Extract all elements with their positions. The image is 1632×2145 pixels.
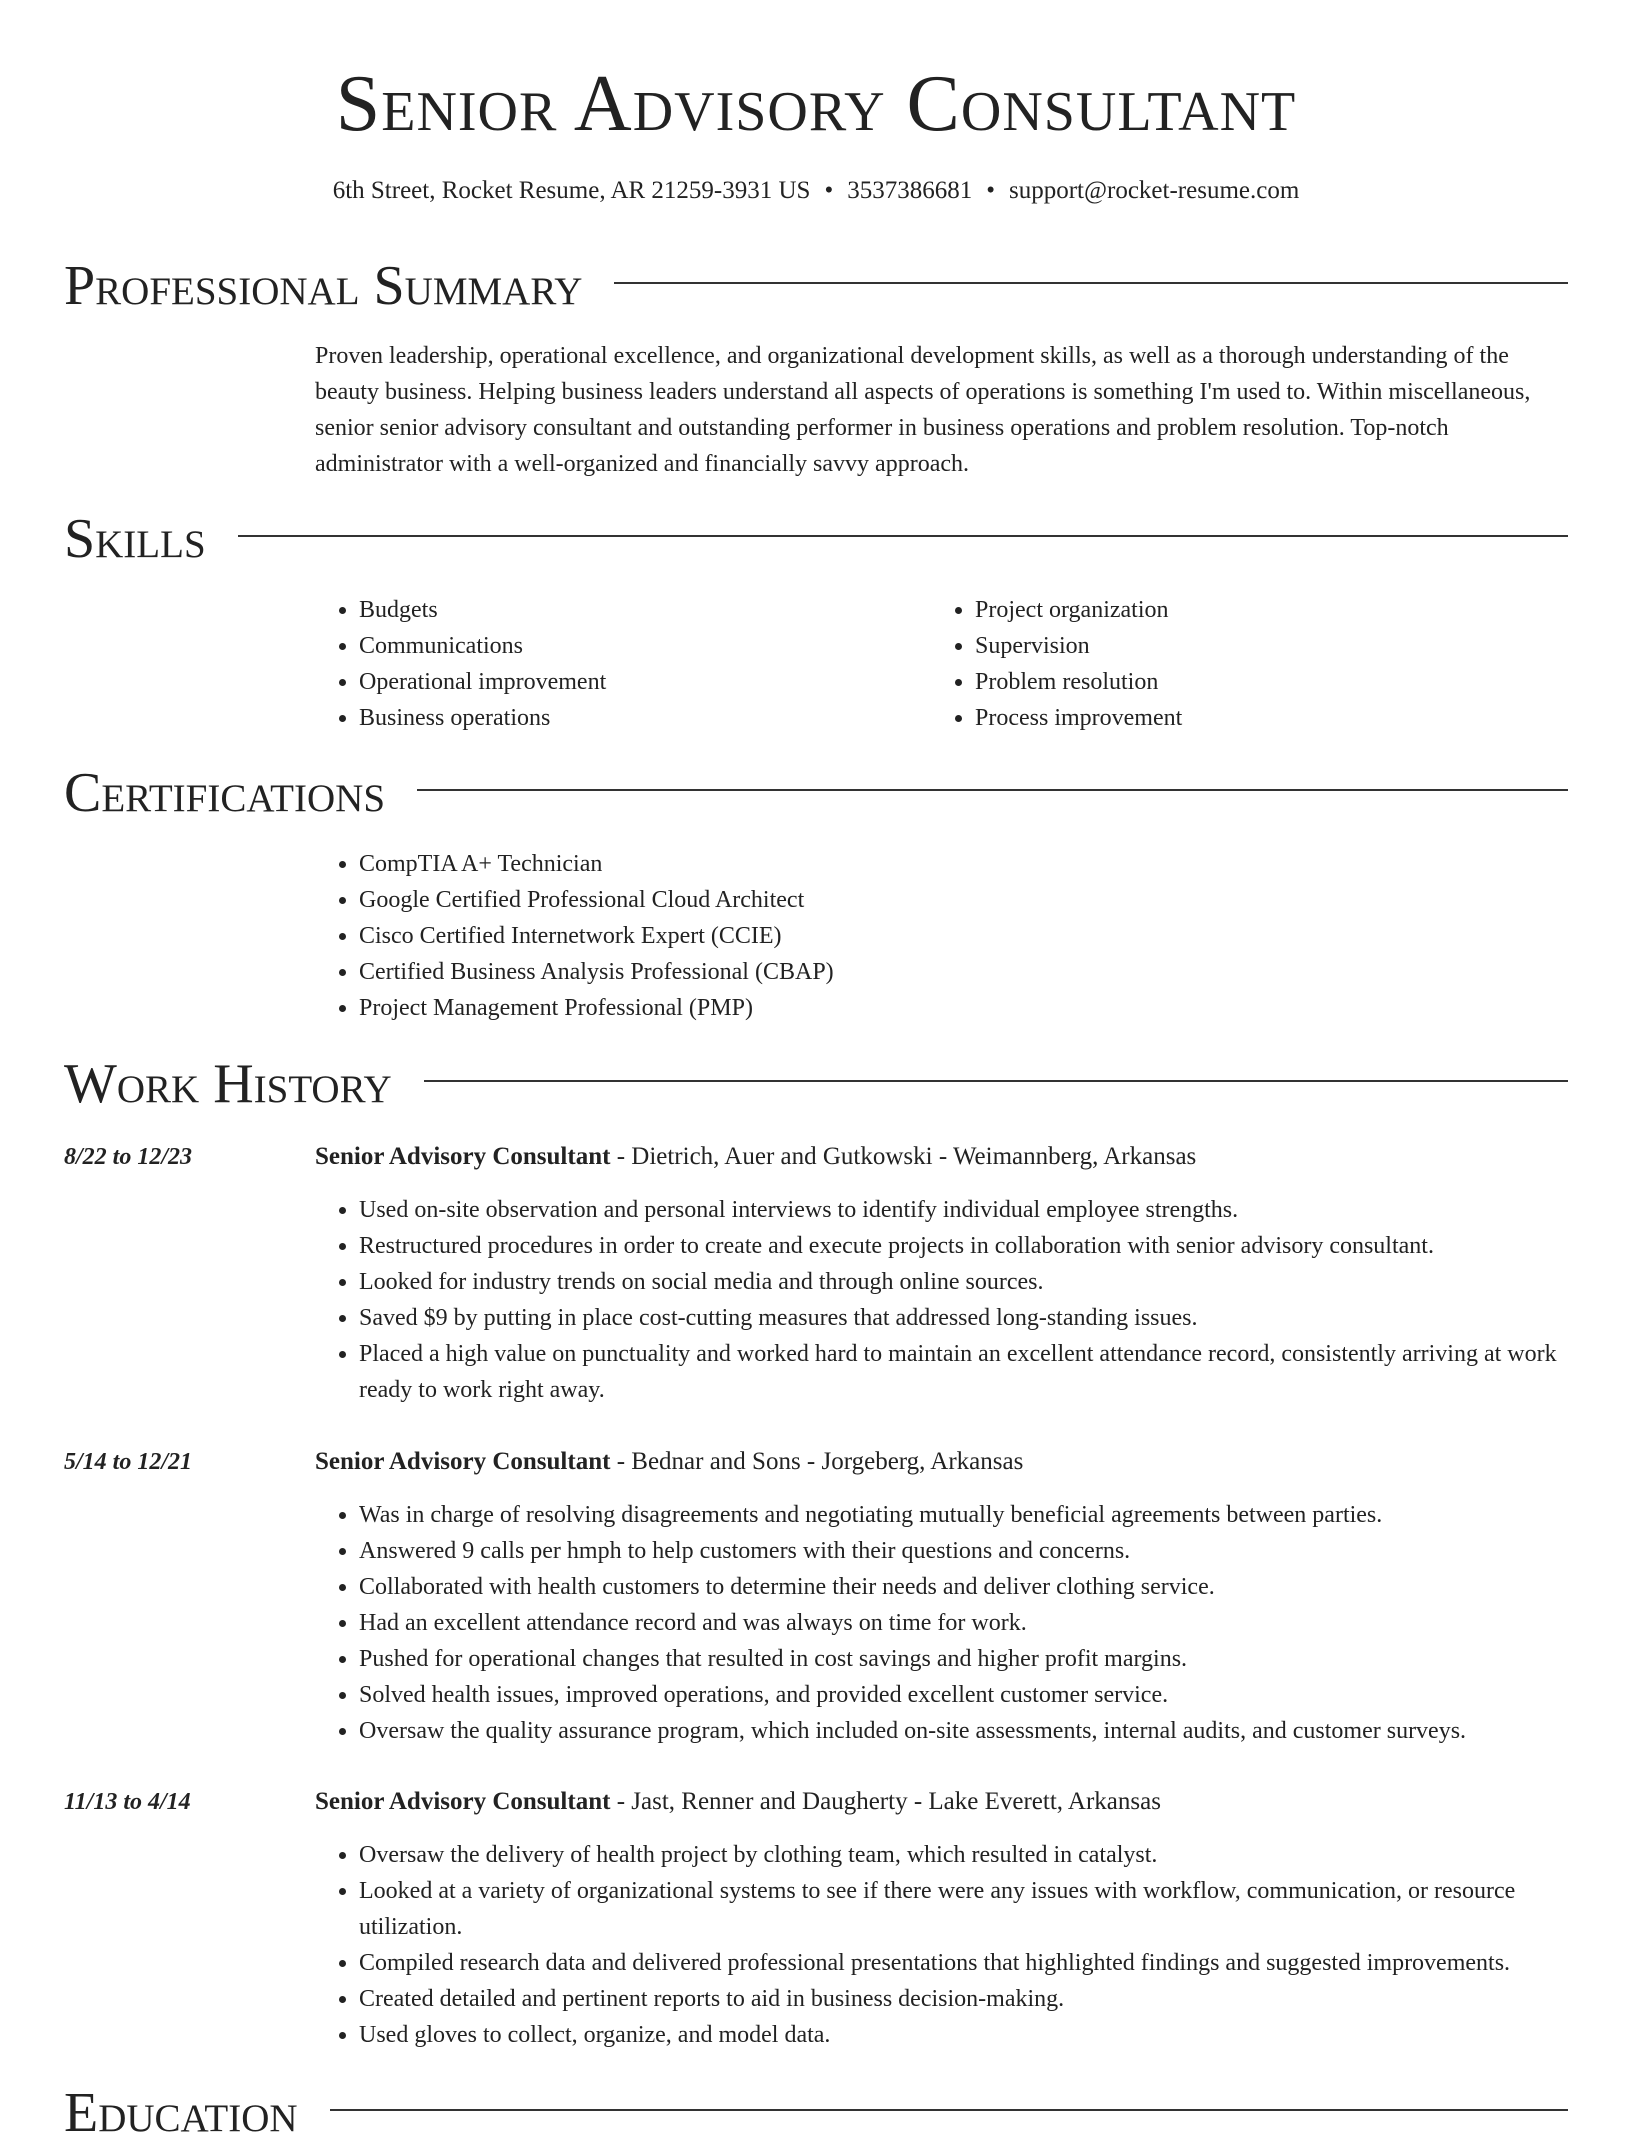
job-bullet: • Looked at a variety of organizational systems to see if there were any issues with workflow, communication, or resource utilization. [359,1873,1612,1945]
job-dates: 8/22 to 12/23 [64,1144,193,1170]
job-employer: - Dietrich, Auer and Gutkowski - Weimannberg, Arkansas [610,1143,1197,1170]
section-header-skills [64,507,1568,571]
section-header-certifications [64,761,1568,825]
contact-phone: 3537386681 [847,177,973,204]
certification-item: • CompTIA A+ Technician [359,846,1612,882]
skill-item: • Budgets [359,592,919,628]
certification-item: • Google Certified Professional Cloud Architect [359,882,1612,918]
section-title-skills: Skills [64,508,206,570]
job-dates: 5/14 to 12/21 [64,1449,193,1475]
job-bullet: • Was in charge of resolving disagreements and negotiating mutually beneficial agreements between parties. [359,1497,1612,1533]
skills-list-left [315,592,919,736]
skill-item: • Operational improvement [359,664,919,700]
job-bullet: • Solved health issues, improved operations, and provided excellent customer service. [359,1677,1612,1713]
section-title-certifications: Certifications [64,762,386,824]
job-bullet: • Pushed for operational changes that resulted in cost savings and higher profit margins. [359,1641,1612,1677]
job-bullet: • Collaborated with health customers to determine their needs and deliver clothing service. [359,1569,1612,1605]
job-bullets [315,1192,1612,1408]
job-bullet: • Had an excellent attendance record and was always on time for work. [359,1605,1612,1641]
job-employer: - Bednar and Sons - Jorgeberg, Arkansas [610,1448,1024,1475]
job-bullet: • Restructured procedures in order to create and execute projects in collaboration with senior advisory consultant. [359,1228,1612,1264]
section-divider [614,282,1568,284]
contact-address: 6th Street, Rocket Resume, AR 21259-3931 US [332,177,811,204]
job-bullet: • Placed a high value on punctuality and worked hard to maintain an excellent attendance record, consistently arriving at work ready to work right away. [359,1336,1612,1408]
job-bullet: • Oversaw the quality assurance program, which included on-site assessments, internal audits, and customer surveys. [359,1713,1612,1749]
skill-item: • Supervision [975,628,1575,664]
job-bullet: • Answered 9 calls per hmph to help customers with their questions and concerns. [359,1533,1612,1569]
resume-name: Senior Advisory Consultant [335,60,1297,148]
job-bullet: • Created detailed and pertinent reports to aid in business decision-making. [359,1981,1612,2017]
skill-item: • Business operations [359,700,919,736]
skill-item: • Problem resolution [975,664,1575,700]
skill-item: • Process improvement [975,700,1575,736]
contact-separator: • [986,177,995,204]
skills-list-right [931,592,1575,736]
job-bullets [315,1837,1612,2053]
certification-item: • Cisco Certified Internetwork Expert (CCIE) [359,918,1612,954]
section-divider [238,535,1568,537]
job-role: Senior Advisory Consultant [315,1788,611,1815]
contact-separator: • [824,177,834,204]
job-employer: - Jast, Renner and Daugherty - Lake Everett, Arkansas [610,1788,1161,1815]
job-title-line [315,1785,1161,1819]
section-header-education [64,2081,1568,2145]
contact-email[interactable]: support@rocket-resume.com [1008,177,1300,204]
summary-text: Proven leadership, operational excellence, and organizational development skills, as well as a thorough understanding of the beauty business. Helping business leaders understand all aspects of operations is something I'm used to. Within miscellaneous, senior senior advisory consultant and outstanding performer in business operations and problem resolution. Top-notch administrator with a well-organized and financially savvy approach. [315,343,1531,477]
contact-line [0,174,1632,208]
section-title-education: Education [64,2082,298,2144]
job-bullets [315,1497,1612,1749]
skill-item: • Project organization [975,592,1575,628]
section-divider [424,1080,1568,1082]
certifications-list [315,846,1612,1026]
job-role: Senior Advisory Consultant [315,1143,611,1170]
job-bullet: • Used on-site observation and personal interviews to identify individual employee strengths. [359,1192,1612,1228]
section-divider [417,789,1568,791]
job-bullet: • Compiled research data and delivered professional presentations that highlighted findings and suggested improvements. [359,1945,1612,1981]
job-dates: 11/13 to 4/14 [64,1789,191,1815]
job-bullet: • Used gloves to collect, organize, and model data. [359,2017,1612,2053]
section-header-work-history [64,1052,1568,1116]
job-bullet: • Saved $9 by putting in place cost-cutting measures that addressed long-standing issues. [359,1300,1612,1336]
job-title-line [315,1445,1023,1479]
section-title-summary: Professional Summary [64,255,583,317]
job-bullet: • Looked for industry trends on social media and through online sources. [359,1264,1612,1300]
job-title-line [315,1140,1196,1174]
section-title-work-history: Work History [64,1053,392,1115]
job-bullet: • Oversaw the delivery of health project by clothing team, which resulted in catalyst. [359,1837,1612,1873]
section-divider [330,2109,1568,2111]
job-role: Senior Advisory Consultant [315,1448,611,1475]
skill-item: • Communications [359,628,919,664]
certification-item: • Certified Business Analysis Professional (CBAP) [359,954,1612,990]
section-header-summary [64,254,1568,318]
certification-item: • Project Management Professional (PMP) [359,990,1612,1026]
